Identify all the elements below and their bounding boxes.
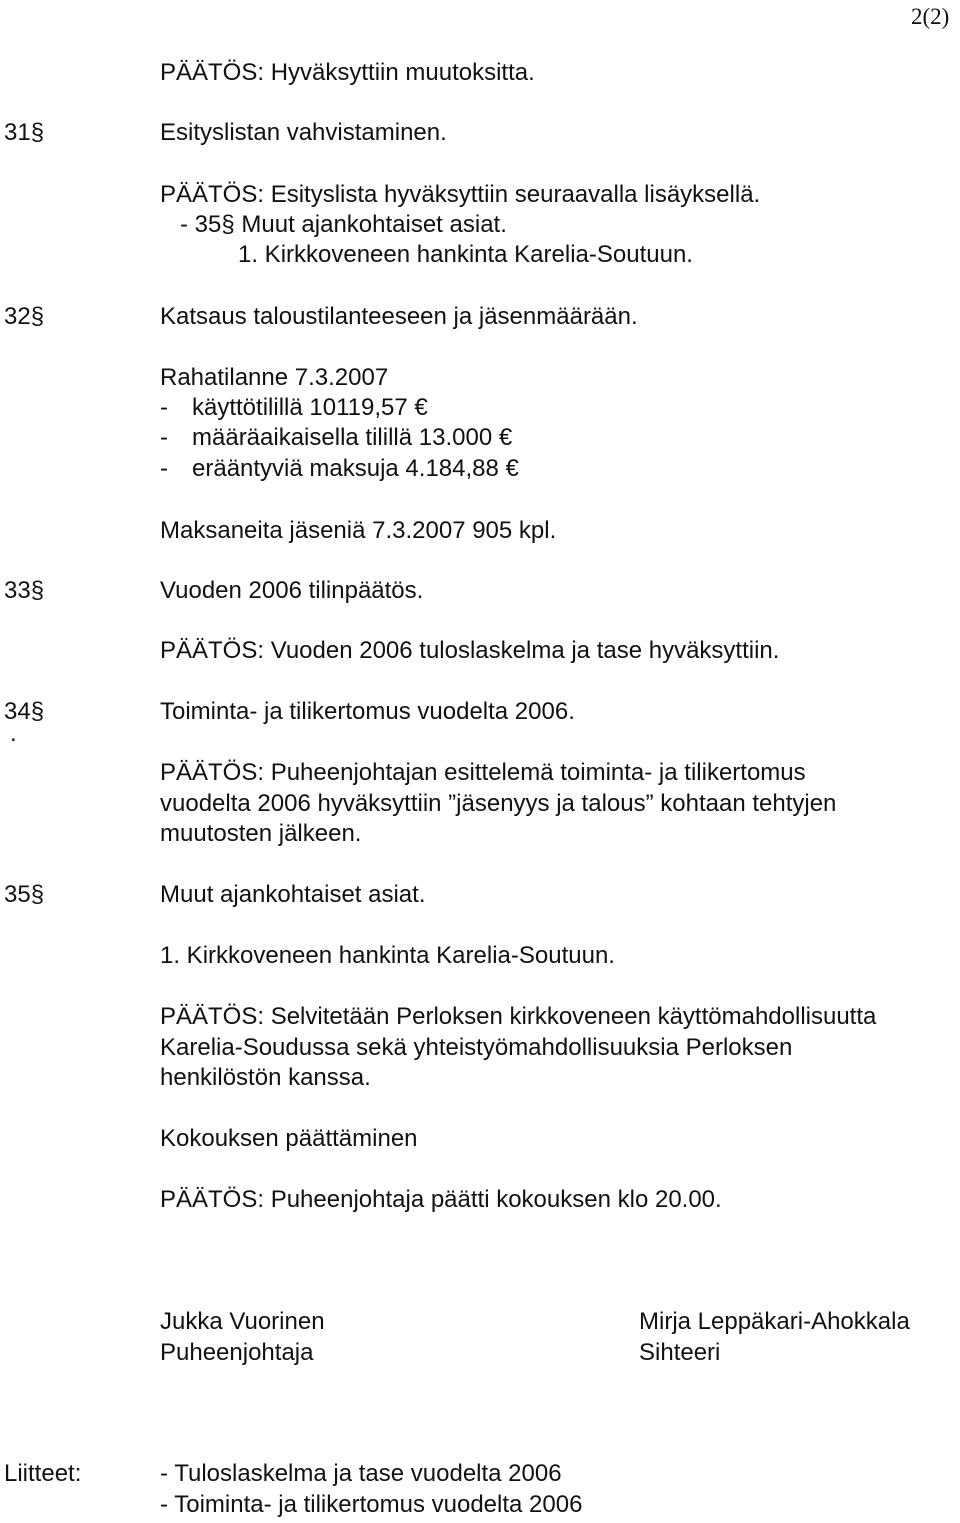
section-31-title: Esityslistan vahvistaminen. — [160, 119, 447, 146]
member-count: Maksaneita jäseniä 7.3.2007 905 kpl. — [160, 517, 557, 544]
section-35-title: Muut ajankohtaiset asiat. — [160, 881, 426, 908]
section-34-decision: PÄÄTÖS: Puheenjohtajan esittelemä toiminta- ja tilikertomus vuodelta 2006 hyväksyttiin ”jäsenyys ja talous” kohtaan tehtyjen muutosten jälkeen. — [160, 759, 837, 847]
section-sign: § — [30, 577, 45, 604]
signer-role: Puheenjohtaja — [160, 1338, 314, 1366]
section-32-number — [4, 302, 44, 332]
attachments-list — [160, 1459, 582, 1520]
section-35-decision: PÄÄTÖS: Selvitetään Perloksen kirkkoveneen käyttömahdollisuutta Karelia-Soudussa sekä yhteistyömahdollisuuksia Perloksen henkilöstön kanssa. — [160, 1003, 877, 1091]
section-33-number — [4, 576, 44, 606]
euro-sign: € — [498, 424, 513, 451]
signature-secretary — [639, 1307, 910, 1368]
closing-decision: PÄÄTÖS: Puheenjohtaja päätti kokouksen klo 20.00. — [160, 1186, 722, 1213]
signer-role: Sihteeri — [639, 1338, 721, 1366]
balance-row: - erääntyviä maksuja 4.184,88 € — [160, 455, 519, 482]
euro-sign: € — [505, 455, 519, 482]
page-number: 2(2) — [911, 4, 950, 29]
decision-approved-unchanged: PÄÄTÖS: Hyväksyttiin muutoksitta. — [160, 59, 535, 86]
signer-name: Mirja Leppäkari-Ahokkala — [639, 1308, 910, 1335]
section-35-item: 1. Kirkkoveneen hankinta Karelia-Soutuun. — [160, 942, 615, 969]
attachment-item: - Tuloslaskelma ja tase vuodelta 2006 — [160, 1460, 562, 1487]
signature-chair — [160, 1307, 325, 1368]
stray-dot: . — [10, 720, 17, 747]
section-31-number — [4, 118, 44, 148]
closing-title: Kokouksen päättäminen — [160, 1125, 418, 1152]
section-number: 34 — [4, 698, 31, 725]
attachments-label: Liitteet: — [4, 1460, 82, 1487]
section-32-title: Katsaus taloustilanteeseen ja jäsenmäärään. — [160, 303, 638, 330]
section-sign: § — [30, 303, 45, 330]
balance-row: - määräaikaisella tilillä 13.000 € — [160, 424, 513, 451]
section-31-addition: - 35§ Muut ajankohtaiset asiat. — [180, 211, 507, 238]
section-sign: § — [30, 119, 45, 146]
section-31-addition-item: 1. Kirkkoveneen hankinta Karelia-Soutuun. — [238, 241, 693, 268]
section-number: 31 — [4, 119, 31, 146]
section-number: 32 — [4, 303, 31, 330]
euro-sign: € — [414, 394, 428, 421]
section-35-number — [4, 880, 44, 910]
section-number: 35 — [4, 881, 31, 908]
section-sign: § — [30, 698, 45, 725]
signer-name: Jukka Vuorinen — [160, 1308, 325, 1335]
section-number: 33 — [4, 577, 31, 604]
section-34-title: Toiminta- ja tilikertomus vuodelta 2006. — [160, 698, 575, 725]
section-31-decision: PÄÄTÖS: Esityslista hyväksyttiin seuraavalla lisäyksellä. — [160, 181, 761, 208]
balance-row: - käyttötilillä 10119,57 € — [160, 394, 428, 421]
section-sign: § — [30, 881, 45, 908]
section-33-title: Vuoden 2006 tilinpäätös. — [160, 577, 424, 604]
attachment-item: - Toiminta- ja tilikertomus vuodelta 2006 — [160, 1490, 583, 1518]
section-33-decision: PÄÄTÖS: Vuoden 2006 tuloslaskelma ja tase hyväksyttiin. — [160, 637, 780, 664]
balance-heading: Rahatilanne 7.3.2007 — [160, 364, 389, 391]
